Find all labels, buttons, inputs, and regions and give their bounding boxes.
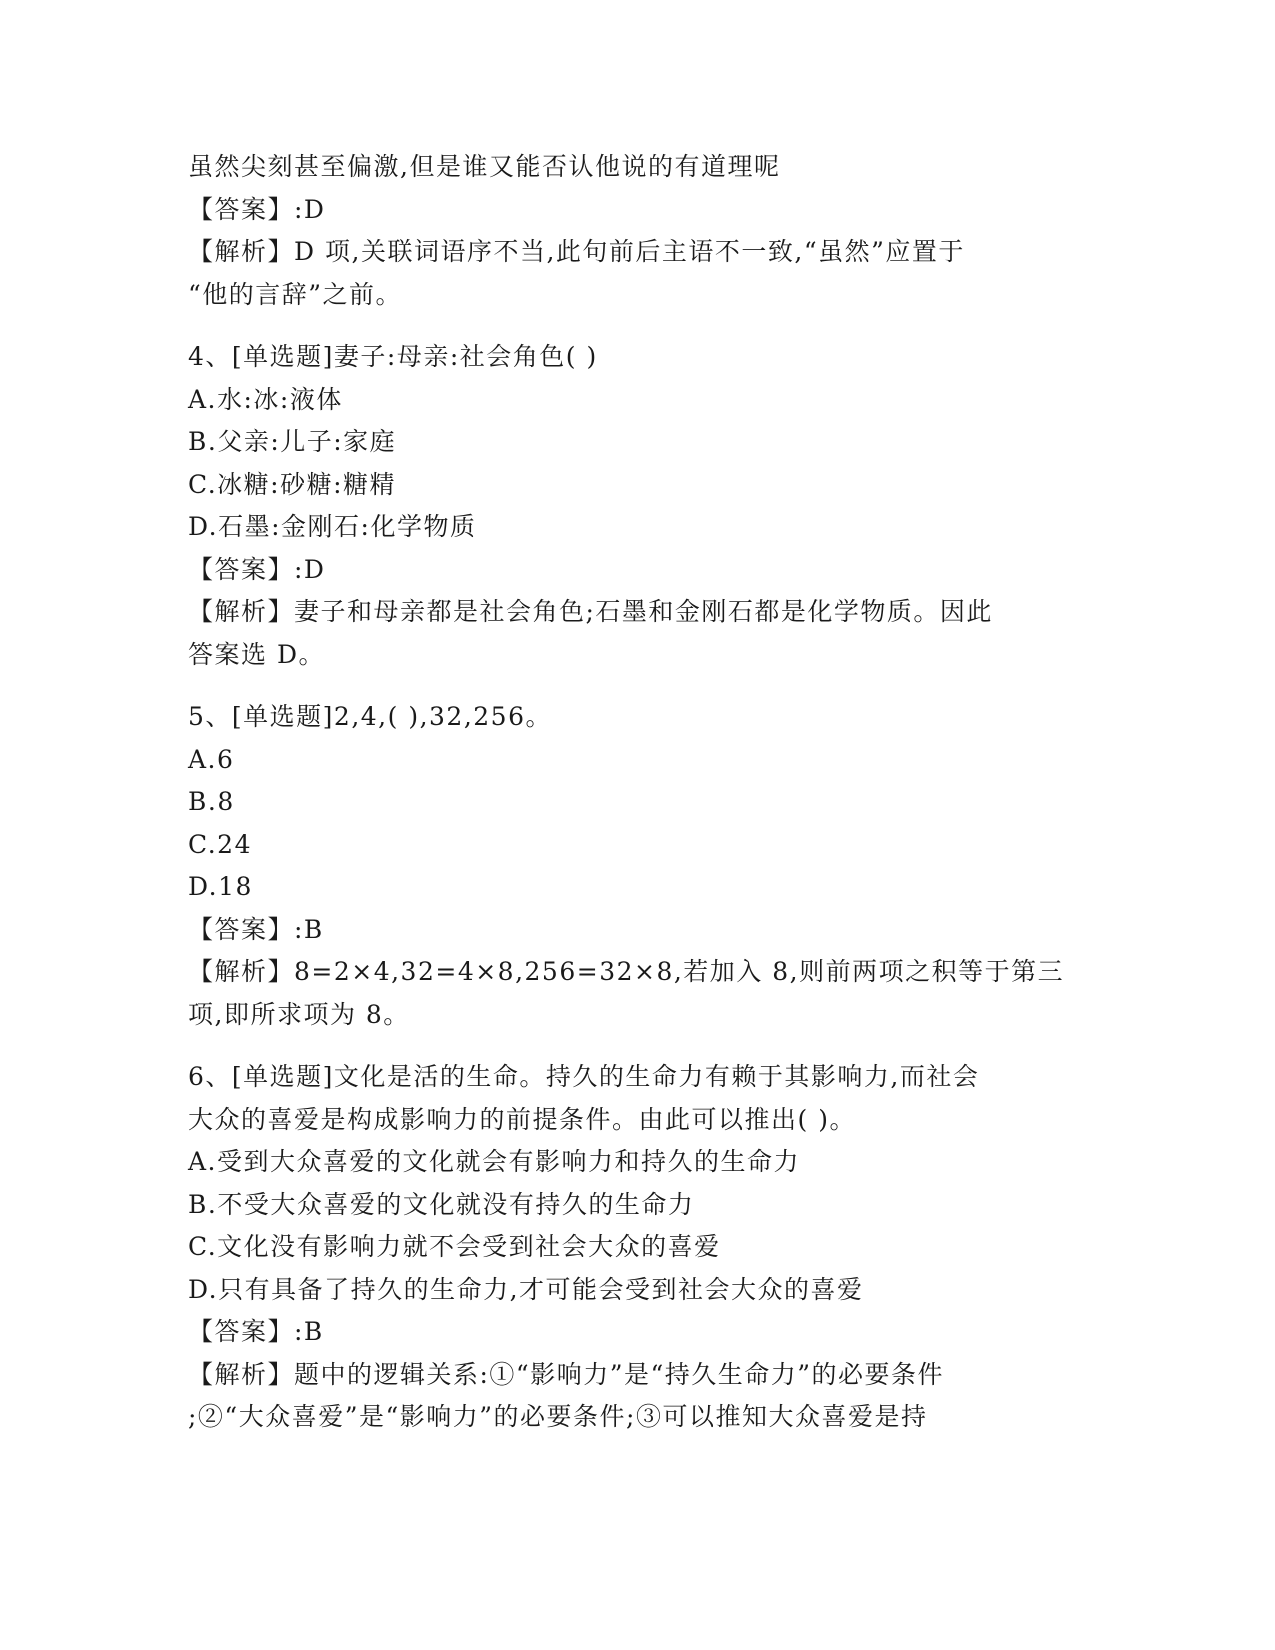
analysis-line: 项,即所求项为 8。 (188, 999, 410, 1029)
analysis-line: 【解析】8=2×4,32=4×8,256=32×8,若加入 8,则前两项之积等于第三 (188, 957, 1065, 986)
option-c: C.冰糖:砂糖:糖精 (188, 469, 397, 499)
question-5 (188, 696, 1088, 1036)
option-c: C.文化没有影响力就不会受到社会大众的喜爱 (188, 1232, 721, 1261)
option-d: D.石墨:金刚石:化学物质 (188, 512, 477, 541)
answer-line: 【答案】:B (188, 914, 324, 944)
option-a: A.受到大众喜爱的文化就会有影响力和持久的生命力 (188, 1147, 801, 1176)
option-b: B.不受大众喜爱的文化就没有持久的生命力 (188, 1189, 695, 1219)
question-stem: 大众的喜爱是构成影响力的前提条件。由此可以推出( )。 (188, 1104, 856, 1134)
option-a: A.水:冰:液体 (188, 384, 343, 414)
answer-line: 【答案】:D (188, 194, 326, 224)
question-stem: 5、[单选题]2,4,( ),32,256。 (188, 702, 552, 731)
document-page (188, 146, 1088, 1439)
question-stem: 6、[单选题]文化是活的生命。持久的生命力有赖于其影响力,而社会 (188, 1062, 980, 1091)
option-d: D.18 (188, 872, 253, 901)
option-text-continued: 虽然尖刻甚至偏激,但是谁又能否认他说的有道理呢 (188, 152, 781, 181)
question-3-continuation (188, 146, 1088, 316)
option-a: A.6 (188, 744, 235, 774)
analysis-line: 【解析】题中的逻辑关系:①“影响力”是“持久生命力”的必要条件 (188, 1359, 945, 1389)
question-6 (188, 1056, 1088, 1439)
analysis-line: 【解析】妻子和母亲都是社会角色;石墨和金刚石都是化学物质。因此 (188, 597, 993, 626)
option-b: B.8 (188, 787, 235, 816)
option-c: C.24 (188, 829, 252, 859)
option-b: B.父亲:儿子:家庭 (188, 427, 397, 456)
analysis-line: “他的言辞”之前。 (188, 279, 403, 309)
answer-line: 【答案】:D (188, 554, 326, 584)
option-d: D.只有具备了持久的生命力,才可能会受到社会大众的喜爱 (188, 1274, 864, 1304)
question-stem: 4、[单选题]妻子:母亲:社会角色( ) (188, 342, 598, 371)
analysis-line: 【解析】D 项,关联词语序不当,此句前后主语不一致,“虽然”应置于 (188, 237, 965, 266)
analysis-line: 答案选 D。 (188, 639, 325, 669)
analysis-line: ;②“大众喜爱”是“影响力”的必要条件;③可以推知大众喜爱是持 (188, 1402, 928, 1431)
answer-line: 【答案】:B (188, 1317, 324, 1346)
question-4 (188, 336, 1088, 676)
